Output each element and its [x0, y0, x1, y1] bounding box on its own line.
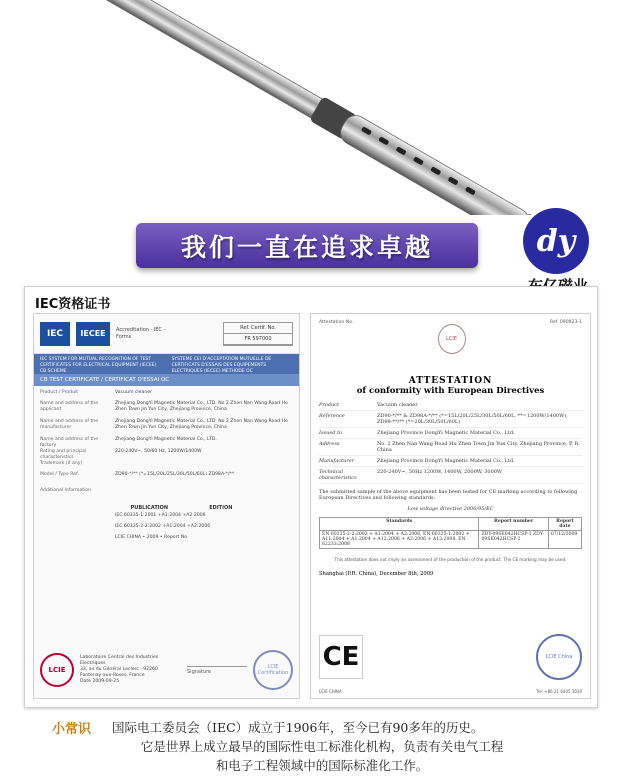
table-row [320, 531, 582, 549]
footer-org: LCIE CHINA [319, 689, 342, 694]
lcie-seal: LCIE [438, 324, 466, 354]
row-value: 220-240V~, 50Hz 1200W, 1400W, 2000W, 3000W [377, 469, 503, 475]
certificates-panel [24, 286, 598, 708]
table-cell: EN 60335-2-2:2003 + A1:2004 + A2:2006, EN 60335-1:2002 + A11:2004 + A1:2004 + A12:2006 + A2:2006 + A13:2008, EN 62233:2008 [320, 531, 479, 549]
attestation-row [319, 439, 582, 456]
row-label: Issued to [319, 430, 343, 436]
cert-header [34, 314, 299, 354]
directive: Low voltage directive 2006/95/EC [407, 506, 494, 512]
org-info [80, 655, 181, 685]
tip-line: 国际电工委员会（IEC）成立于1906年，至今已有90多年的历史。 [112, 720, 484, 735]
row-value: Vacuum cleaner [377, 402, 418, 408]
cert-row [40, 437, 293, 449]
row-value: Zhejiang DongYi Magnetic Material Co., LTD. No 2 Zhen Nan Wang Road Ho Zhen Town Jin Yun City, Zhejiang Province, China [115, 401, 288, 412]
attestation-note: The submitted sample of the above equipment has been tested for CE marking according to following European Directives and following standards: [319, 489, 578, 501]
scheme-en: IEC SYSTEM FOR MUTUAL RECOGNITION OF TEST CERTIFICATES FOR ELECTRICAL EQUIPMENT (IECEE) CB SCHEME [40, 357, 157, 374]
publication-row [40, 513, 293, 524]
lcie-logo: LCIE [40, 653, 74, 687]
edition-label: EDITION [209, 505, 233, 511]
row-label: Product / Produit [40, 390, 79, 395]
attestation-row [319, 456, 582, 467]
standards-table [319, 517, 582, 549]
slogan-banner [136, 223, 478, 268]
table-header: Standards [320, 518, 479, 531]
tip-line: 它是世界上成立最早的国际性电工标准化机构，负责有关电气工程 [140, 739, 504, 754]
row-value: Zhejiang DongYi Magnetic Material Co., LTD. No 2 Zhen Nan Wang Road Ho Zhen Town Jin Yun City, Zhejiang Province, China [115, 419, 288, 430]
table-header: Report date [548, 518, 581, 531]
brand-logo-mark: dy [536, 223, 576, 259]
cert-ref-value: FR 597000 [224, 334, 292, 345]
iecee-logo: IECEE [76, 322, 110, 346]
panel-title: IEC资格证书 [35, 297, 111, 312]
publication-value: IEC 60335-1:2001 +A1:2004 +A2:2006 [115, 513, 206, 518]
iec-logo: IEC [40, 322, 70, 346]
cert-row [40, 472, 293, 488]
row-value: 220-240V~, 50/60 Hz, 1200W/1400W [115, 449, 202, 454]
row-value: ZD90-*/** & ZD98A-*/** (*=15L/20L/25L/30L/50L/60L, **=1200W/1400W), ZD98-**/** (*=20L/30L/50L/60L) [377, 413, 568, 425]
row-label: Name and address of the applicant [40, 401, 99, 412]
telescopic-pipe-graphic [0, 0, 619, 215]
attestation-no: Attestation No. [319, 320, 354, 325]
cert-row [40, 488, 293, 499]
footer-contact: Tel: +86 21 6405 3030 [536, 689, 582, 694]
row-label: Name and address of the manufacturer [40, 419, 99, 430]
report-ref-row [40, 535, 293, 546]
table-header-row [320, 518, 582, 531]
scheme-bar [34, 354, 299, 374]
row-value: Zhejiang Province DongYi Magnetic Material Co., Ltd. [377, 458, 515, 464]
slogan-text: 我们一直在追求卓越 [180, 232, 433, 262]
date-label: Date [80, 679, 91, 684]
row-value: ZD90-*/** (*=15L/20L/25L/30L/50L/60L) ZD98A-*/** [115, 472, 235, 477]
cert-row [40, 401, 293, 419]
cert-row [40, 449, 293, 461]
attestation-footer [319, 689, 582, 694]
publication-header [110, 505, 253, 511]
report-ref: LCIE CHINA • 2009 • Report No [115, 535, 187, 540]
publication-row [40, 524, 293, 535]
attestation-bottom [319, 622, 582, 692]
cert-row [40, 390, 293, 401]
publication-label: PUBLICATION [130, 505, 169, 511]
cert-row [40, 419, 293, 437]
cert-ref-box [223, 322, 293, 346]
tip-label: 小常识 [52, 722, 92, 737]
signature-line: Signature [187, 666, 247, 675]
table-cell: 07/12/2009 [548, 531, 581, 549]
cert-rows [34, 386, 299, 550]
cert-ref-label: Ref. Certif. No. [224, 323, 292, 334]
attestation-row [319, 400, 582, 411]
org-address: 33, av du Général Leclerc · 92260 Fontenay-aux-Roses, France [80, 667, 158, 678]
brand-logo [523, 208, 589, 274]
table-header: Report number [479, 518, 548, 531]
attestation-place-date: Shanghai (P.R. China), December 8th, 2009 [319, 570, 434, 577]
cert-row [40, 461, 293, 472]
cert-header-note: Accreditation · IEC · Forms [116, 326, 166, 340]
cert-footer [40, 646, 293, 694]
ce-mark: CE [319, 635, 363, 679]
attestation-row [319, 428, 582, 439]
ce-attestation [310, 313, 591, 699]
row-label: Reference [319, 413, 345, 419]
date-value: 2009-09-25 [92, 679, 120, 684]
certification-stamp: LCIE Certification [253, 650, 293, 690]
attestation-stamp: LCIE China [536, 634, 582, 680]
row-label: Model / Type Ref. [40, 472, 79, 477]
attestation-row [319, 467, 582, 484]
attestation-subtitle: of conformity with European Directives [356, 386, 545, 396]
attestation-row [319, 411, 582, 428]
row-label: Technical characteristics [319, 469, 357, 481]
attestation-top [319, 320, 582, 368]
row-label: Name and address of the factory [40, 437, 99, 448]
scheme-fr: SYSTEME CEI D'ACCEPTATION MUTUELLE DE CERTIFICATS D'ESSAIS DES EQUIPEMENTS ELECTRIQUES (IECEE) METHODE OC [171, 357, 272, 374]
row-label: Additional information [40, 488, 92, 493]
row-value: No. 2 Zhen Nan Wang Road Hu Zhen Town Jin Yun City, Zhejiang Province, P. R. China [377, 441, 580, 453]
table-cell: ZDY-09SE042HCSP-1 ZDY-09SE042HCSP-2 [479, 531, 548, 549]
row-label: Rating and principal characteristics [40, 449, 87, 460]
row-value: Zhejiang DongYi Magnetic Material Co., LTD. [115, 437, 217, 442]
row-label: Manufacturer [319, 458, 355, 464]
row-value: Zhejiang Province DongYi Magnetic Material Co., Ltd. [377, 430, 515, 436]
cert-title: CB TEST CERTIFICATE / CERTIFICAT D'ESSAI OC [34, 374, 299, 386]
tip-line: 和电子工程领域中的国际标准化工作。 [215, 758, 429, 773]
tip-text [112, 718, 562, 775]
product-image [0, 0, 619, 215]
publication-value: IEC 60335-2-2:2002 +A1:2004 +A2:2006 [115, 524, 211, 529]
attestation-ref: Ref. 090923-1 [549, 320, 582, 325]
row-value [115, 488, 293, 499]
attestation-small-print: This attestation does not imply an assessment of the production of the product. The CE marking may be used. [334, 557, 567, 562]
row-value: Vacuum cleaner [115, 390, 152, 395]
row-label: Trademark (if any) [40, 461, 83, 466]
row-value [115, 461, 293, 472]
row-label: Address [319, 441, 340, 447]
row-label: Product [319, 402, 339, 408]
attestation-title: ATTESTATION [408, 376, 493, 386]
org-name: Laboratoire Central des Industries Electriques [80, 655, 159, 666]
cb-test-certificate [33, 313, 300, 699]
